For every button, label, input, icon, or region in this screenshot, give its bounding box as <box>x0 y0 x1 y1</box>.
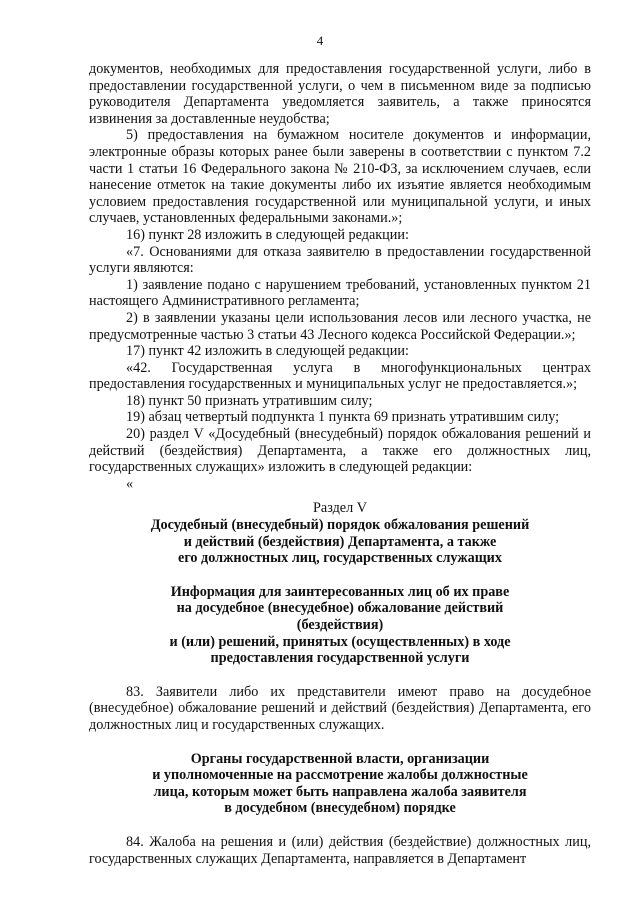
section-label: Раздел V <box>313 500 367 517</box>
subheading-rights-line: и (или) решений, принятых (осуществленных) в ходе <box>169 633 511 650</box>
subheading-rights-line: предоставления государственной услуги <box>210 650 470 667</box>
section-title-line: и действий (бездействия) Департамента, а также <box>183 533 497 550</box>
paragraph-item-19: 19) абзац четвертый подпункта 1 пункта 69 признать утратившим силу; <box>126 409 560 426</box>
paragraph-item-20: 20) раздел V «Досудебный (внесудебный) порядок обжалования решений и действий (бездействия) Департамента, а также его должностных лиц, государственных служащих» изложить в следующей редакции: <box>89 426 591 476</box>
paragraph-subitem-1: 1) заявление подано с нарушением требований, установленных пунктом 21 настоящего Административного регламента; <box>89 276 591 310</box>
paragraph-item-16: 16) пункт 28 изложить в следующей редакции: <box>126 226 409 243</box>
subheading-rights-line: Информация для заинтересованных лиц об их праве <box>170 583 510 600</box>
paragraph-item-5: 5) предоставления на бумажном носителе документов и информации, электронные образы которых ранее были заверены в соответствии с пунктом 7.2 части 1 статьи 16 Федерального закона № 210-ФЗ, за исключением случаев, если нанесение отметок на такие документы либо их изъятие является необходимым условием предоставления государственной или муниципальной услуги, и иных случаев, установленных федеральными законами.»; <box>89 127 591 227</box>
paragraph-quote-42: «42. Государственная услуга в многофункциональных центрах предоставления государственных и муниципальных услуг не предоставляется.»; <box>89 359 591 393</box>
subheading-rights-line: на досудебное (внесудебное) обжалование действий <box>176 600 504 617</box>
paragraph-quote-7: «7. Основаниями для отказа заявителю в предоставлении государственной услуги являются: <box>89 243 591 277</box>
subheading-authorities-line: и уполномоченные на рассмотрение жалобы должностные <box>152 767 528 784</box>
document-body <box>89 61 591 867</box>
paragraph-84: 84. Жалоба на решения и (или) действия (бездействие) должностных лиц, государственных служащих Департамента, направляется в Департамент <box>89 833 591 867</box>
paragraph-item-17: 17) пункт 42 изложить в следующей редакции: <box>126 343 409 360</box>
paragraph-subitem-2: 2) в заявлении указаны цели использования лесов или лесного участка, не предусмотренные частью 3 статьи 43 Лесного кодекса Российской Федерации.»; <box>89 309 591 343</box>
subheading-authorities-line: в досудебном (внесудебном) порядке <box>224 800 456 817</box>
paragraph-item-18: 18) пункт 50 признать утратившим силу; <box>126 392 373 409</box>
subheading-rights-line: (бездействия) <box>296 617 384 633</box>
subheading-authorities-line: лица, которым может быть направлена жалоба заявителя <box>153 783 527 800</box>
section-title-line: его должностных лиц, государственных служащих <box>178 550 502 567</box>
paragraph-continuation: документов, необходимых для предоставления государственной услуги, либо в предоставлении государственной услуги, о чем в письменном виде за подписью руководителя Департамента уведомляется заявитель, а также приносятся извинения за доставленные неудобства; <box>89 61 591 127</box>
section-title-line: Досудебный (внесудебный) порядок обжалования решений <box>150 517 530 534</box>
subheading-authorities-line: Органы государственной власти, организации <box>190 750 490 767</box>
opening-quote: « <box>126 475 134 492</box>
paragraph-83: 83. Заявители либо их представители имеют право на досудебное (внесудебное) обжалование решений и действий (бездействия) Департамента, его должностных лиц и государственных служащих. <box>89 683 591 733</box>
page-number: 4 <box>316 33 324 48</box>
